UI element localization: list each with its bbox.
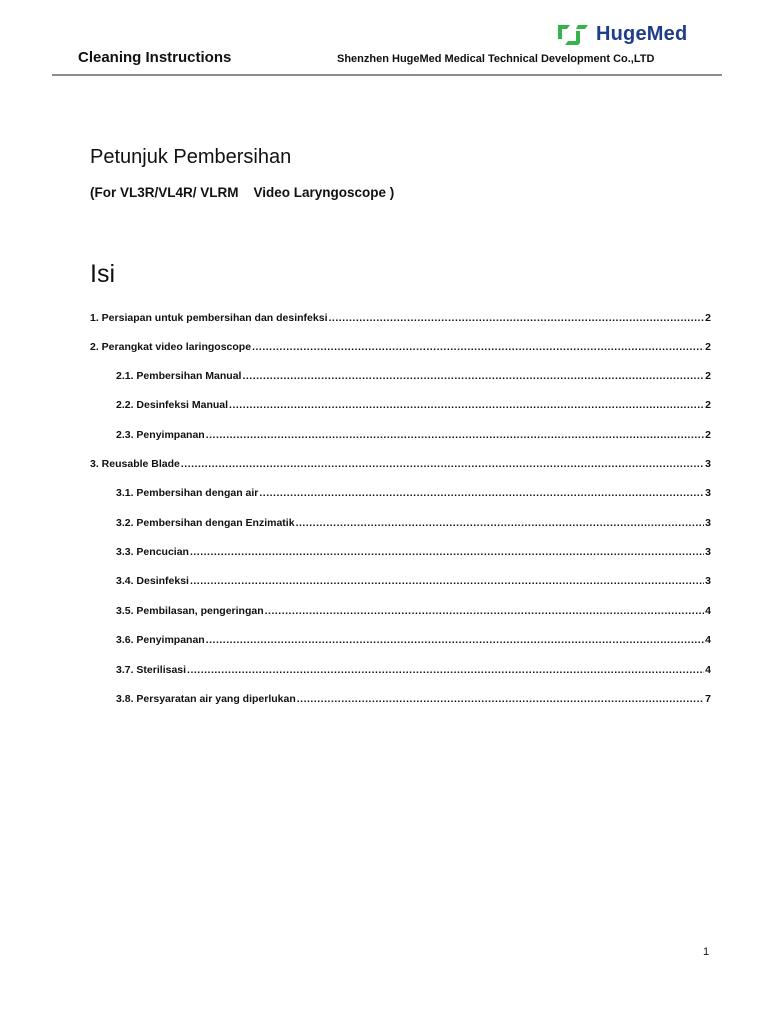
toc-leader (187, 664, 704, 676)
header-title: Cleaning Instructions (78, 49, 232, 66)
toc-leader (229, 399, 704, 411)
toc-leader (329, 312, 705, 324)
toc-entry[interactable] (116, 370, 711, 386)
toc-entry[interactable] (90, 312, 711, 328)
toc-leader (206, 634, 704, 646)
toc-leader (252, 341, 704, 353)
toc-entry-page: 2 (705, 370, 711, 382)
toc-leader (181, 458, 704, 470)
header-company: Shenzhen HugeMed Medical Technical Development Co.,LTD (337, 53, 655, 65)
toc-entry[interactable] (116, 546, 711, 562)
toc-leader (242, 370, 704, 382)
toc-entry-page: 2 (705, 312, 711, 324)
toc-entry[interactable] (116, 487, 711, 503)
document-title: Petunjuk Pembersihan (90, 146, 292, 168)
toc-leader (206, 429, 704, 441)
logo-text: HugeMed (596, 22, 688, 45)
toc-entry-label: 3.8. Persyaratan air yang diperlukan (116, 693, 296, 705)
toc-entry[interactable] (116, 634, 711, 650)
company-logo (556, 22, 687, 46)
toc-entry[interactable] (116, 664, 711, 680)
toc-entry-page: 4 (705, 605, 711, 617)
toc-entry-label: 3.5. Pembilasan, pengeringan (116, 605, 264, 617)
toc-entry-label: 3.4. Desinfeksi (116, 575, 189, 587)
toc-entry-label: 2.3. Penyimpanan (116, 429, 205, 441)
toc-entry-page: 3 (705, 575, 711, 587)
document-subtitle: (For VL3R/VL4R/ VLRM Video Laryngoscope ) (90, 185, 395, 200)
toc-entry[interactable] (116, 605, 711, 621)
toc-entry-label: 3.6. Penyimpanan (116, 634, 205, 646)
toc-entry-label: 3.3. Pencucian (116, 546, 189, 558)
toc-leader (296, 517, 705, 529)
toc-entry-page: 2 (705, 399, 711, 411)
toc-entry-page: 4 (705, 664, 711, 676)
toc-entry-label: 2.2. Desinfeksi Manual (116, 399, 229, 411)
toc-entry-page: 7 (705, 693, 711, 705)
toc-leader (259, 487, 704, 499)
toc-entry-label: 3. Reusable Blade (90, 458, 180, 470)
toc-entry-label: 3.2. Pembersihan dengan Enzimatik (116, 517, 295, 529)
toc-heading: Isi (90, 260, 115, 288)
toc-entry-page: 4 (705, 634, 711, 646)
toc-entry-page: 2 (705, 341, 711, 353)
toc-entry[interactable] (116, 575, 711, 591)
toc-entry-page: 2 (705, 429, 711, 441)
toc-entry-page: 3 (705, 458, 711, 470)
header-divider (52, 74, 722, 76)
toc-entry-page: 3 (705, 546, 711, 558)
toc-entry-label: 3.7. Sterilisasi (116, 664, 187, 676)
toc-entry[interactable] (90, 458, 711, 474)
toc-entry-page: 3 (705, 517, 711, 529)
toc-entry-label: 1. Persiapan untuk pembersihan dan desinfeksi (90, 312, 328, 324)
toc-leader (190, 546, 704, 558)
toc-entry-label: 3.1. Pembersihan dengan air (116, 487, 259, 499)
toc-leader (190, 575, 704, 587)
toc-entry-label: 2. Perangkat video laringoscope (90, 341, 252, 353)
toc-leader (265, 605, 705, 617)
toc-entry-page: 3 (705, 487, 711, 499)
toc-leader (297, 693, 704, 705)
toc-entry[interactable] (116, 429, 711, 445)
page-number: 1 (703, 946, 710, 958)
toc-entry[interactable] (116, 693, 711, 709)
toc-entry[interactable] (116, 517, 711, 533)
toc-entry-label: 2.1. Pembersihan Manual (116, 370, 242, 382)
toc-entry[interactable] (90, 341, 711, 357)
hugemed-logo-icon (556, 22, 590, 46)
toc-entry[interactable] (116, 399, 711, 415)
